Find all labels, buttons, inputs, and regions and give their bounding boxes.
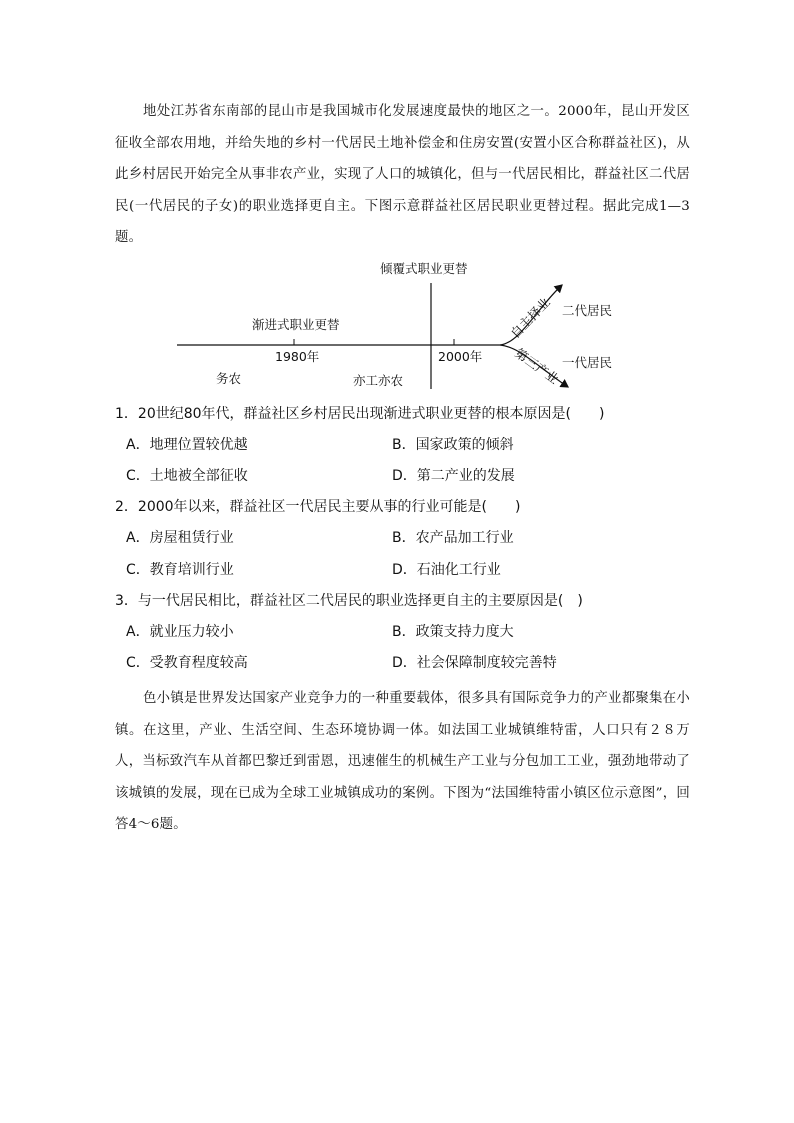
- q1-option-c: C．土地被全部征收: [126, 468, 248, 484]
- label-first-gen: 一代居民: [562, 355, 613, 370]
- q2-option-a: A．房屋租赁行业: [126, 530, 234, 546]
- q1-option-b: B．国家政策的倾斜: [392, 437, 514, 453]
- q1-option-a: A．地理位置较优越: [126, 437, 248, 453]
- label-work-and-farm: 亦工亦农: [353, 373, 404, 388]
- occupation-change-diagram: [170, 255, 630, 395]
- label-second-gen: 二代居民: [562, 303, 613, 318]
- q3-option-d: D．社会保障制度较完善特: [392, 655, 557, 671]
- intro-paragraph-2: 色小镇是世界发达国家产业竞争力的一种重要载体，很多具有国际竞争力的产业都聚集在小镇。在这里，产业、生活空间、生态环境协调一体。如法国工业城镇维特雷，人口只有２８万人，当标致汽车从首都巴黎迁到雷恩，迅速催生的机械生产工业与分包加工工业，强劲地带动了该城镇的发展，现在已成为全球工业城镇成功的案例。下图为“法国维特雷小镇区位示意图”，回答4～6题。: [115, 691, 690, 832]
- label-gradual: 渐进式职业更替: [252, 317, 340, 332]
- intro-paragraph-1: 地处江苏省东南部的昆山市是我国城市化发展速度最快的地区之一。2000年，昆山开发区征收全部农用地，并给失地的乡村一代居民土地补偿金和住房安置(安置小区合称群益社区)，从此乡村居民开始完全从事非农产业，实现了人口的城镇化，但与一代居民相比，群益社区二代居民(一代居民的子女)的职业选择更自主。下图示意群益社区居民职业更替过程。据此完成1—3题。: [115, 104, 690, 245]
- label-top: 倾覆式职业更替: [380, 261, 468, 276]
- label-farming: 务农: [216, 371, 242, 386]
- q3-option-a: A．就业压力较小: [126, 624, 234, 640]
- q1-option-d: D．第二产业的发展: [392, 468, 515, 484]
- q2-option-c: C．教育培训行业: [126, 562, 234, 578]
- label-1980: 1980年: [275, 349, 320, 364]
- label-2000: 2000年: [438, 349, 483, 364]
- question-3: 3．与一代居民相比，群益社区二代居民的职业选择更自主的主要原因是( ): [115, 593, 583, 609]
- q2-option-d: D．石油化工行业: [392, 562, 501, 578]
- label-tertiary: 第三产业: [512, 345, 562, 387]
- question-1: 1．20世纪80年代，群益社区乡村居民出现渐进式职业更替的根本原因是( ): [115, 406, 605, 422]
- q3-option-b: B．政策支持力度大: [392, 624, 514, 640]
- question-2: 2．2000年以来，群益社区一代居民主要从事的行业可能是( ): [115, 499, 521, 515]
- q3-option-c: C．受教育程度较高: [126, 655, 248, 671]
- label-self-choice: 自主择业: [507, 294, 553, 342]
- q2-option-b: B．农产品加工行业: [392, 530, 514, 546]
